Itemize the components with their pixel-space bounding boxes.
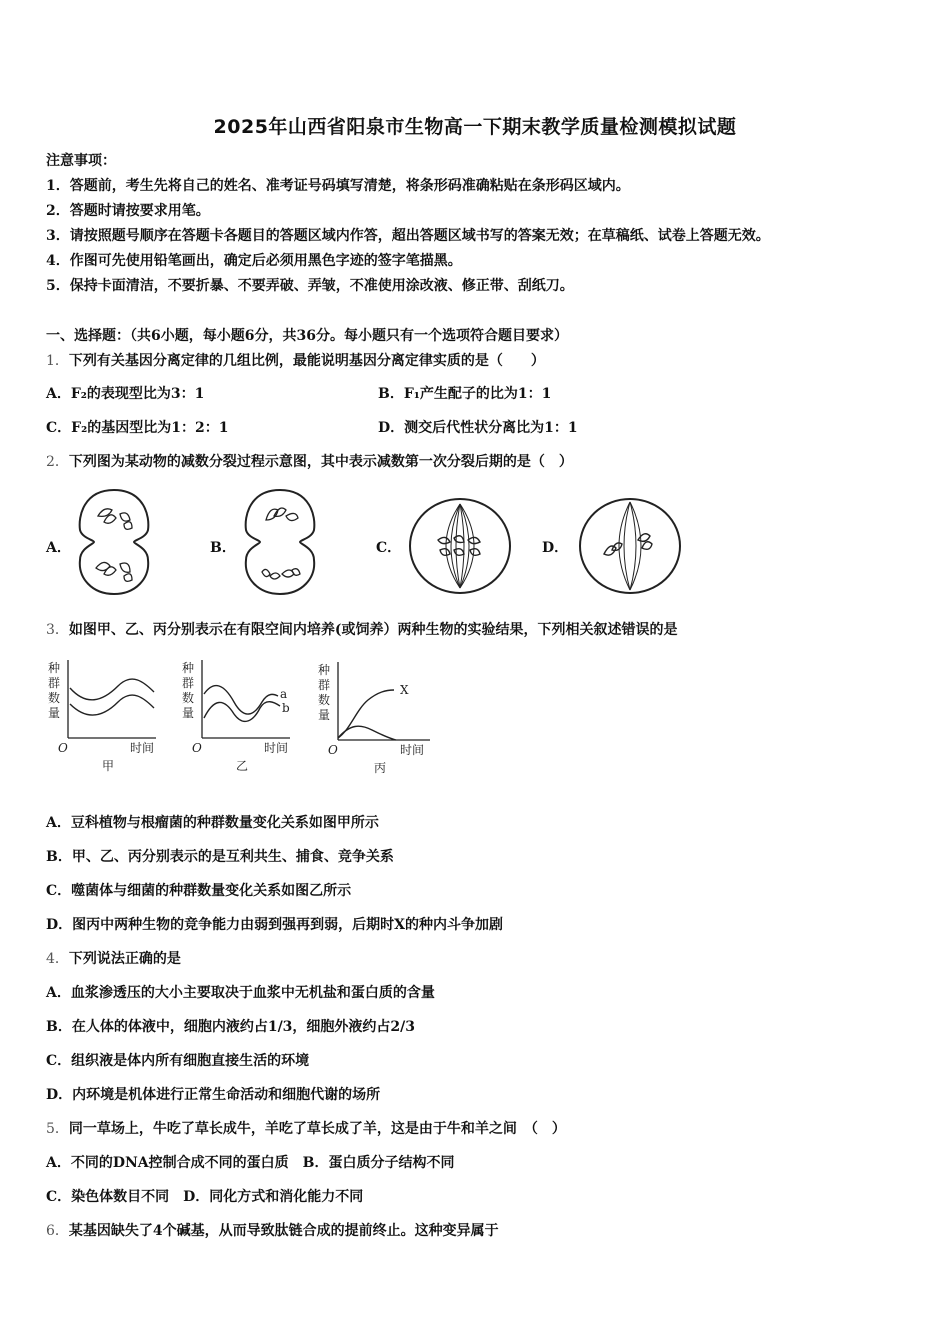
question-number: 6． [46, 1223, 69, 1239]
graph-caption: 甲 [102, 759, 115, 773]
curve-upper [70, 679, 154, 700]
q2-label-a: A． [46, 540, 71, 556]
curve-a [204, 686, 278, 714]
curve-a-label: a [280, 687, 288, 701]
question-stem: 同一草场上，牛吃了草长成牛，羊吃了草长成了羊，这是由于牛和羊之间 （ ） [68, 1121, 566, 1137]
origin-label: O [328, 743, 338, 757]
notice-item-4: 4．作图可先使用铅笔画出，确定后必须用黑色字迹的签字笔描黑。 [46, 253, 462, 269]
y-axis-label-char: 数 [318, 693, 331, 707]
graph-bing [316, 660, 440, 778]
origin-label: O [58, 741, 68, 755]
question-stem: 下列说法正确的是 [68, 951, 181, 967]
cell-diagram-c [408, 496, 512, 596]
notice-item-3: 3．请按照题号顺序在答题卡各题目的答题区域内作答，超出答题区域书写的答案无效；在草稿纸、试卷上答题无效。 [46, 228, 770, 244]
q3-option-c: C．噬菌体与细菌的种群数量变化关系如图乙所示 [46, 883, 352, 899]
curve-b-label: b [282, 701, 290, 715]
notice-item-1: 1．答题前，考生先将自己的姓名、准考证号码填写清楚，将条形码准确粘贴在条形码区域内。 [46, 178, 630, 194]
graph-caption: 丙 [374, 761, 387, 775]
y-axis-label-char: 群 [318, 678, 331, 692]
graph-yi [180, 658, 298, 776]
q1-option-d: D．测交后代性状分离比为1：1 [378, 420, 578, 436]
q3-option-b: B．甲、乙、丙分别表示的是互利共生、捕食、竞争关系 [46, 849, 394, 865]
cell-diagram-b [240, 486, 320, 598]
question-5 [46, 1119, 566, 1139]
question-6 [46, 1221, 499, 1241]
question-2 [46, 452, 573, 472]
y-axis-label-char: 群 [182, 676, 195, 690]
question-number: 3． [46, 622, 69, 638]
y-axis-label-char: 种 [182, 661, 195, 675]
q5-options-ab: A．不同的DNA控制合成不同的蛋白质 B．蛋白质分子结构不同 [46, 1155, 455, 1171]
question-number: 1． [46, 353, 69, 369]
cell-diagram-d [578, 496, 682, 596]
y-axis-label-char: 量 [182, 706, 195, 720]
question-3 [46, 620, 678, 640]
q2-label-d: D． [542, 540, 569, 556]
question-1 [46, 351, 545, 371]
notice-item-2: 2．答题时请按要求用笔。 [46, 203, 210, 219]
question-number: 5． [46, 1121, 69, 1137]
page-title: 2025年山西省阳泉市生物高一下期末教学质量检测模拟试题 [213, 116, 737, 138]
graph-jia [46, 658, 164, 776]
section-heading: 一、选择题：（共6小题，每小题6分，共36分。每小题只有一个选项符合题目要求） [46, 328, 568, 344]
notice-item-5: 5．保持卡面清洁，不要折暴、不要弄破、弄皱，不准使用涂改液、修正带、刮纸刀。 [46, 278, 574, 294]
question-4 [46, 949, 181, 969]
origin-label: O [192, 741, 202, 755]
cell-diagram-a [74, 486, 154, 598]
q2-label-c: C． [376, 540, 402, 556]
q3-option-a: A．豆科植物与根瘤菌的种群数量变化关系如图甲所示 [46, 815, 379, 831]
curve-x-label: X [400, 683, 409, 697]
x-axis-label: 时间 [400, 743, 425, 757]
y-axis-label-char: 种 [48, 661, 61, 675]
q4-option-a: A．血浆渗透压的大小主要取决于血浆中无机盐和蛋白质的含量 [46, 985, 435, 1001]
question-stem: 下列有关基因分离定律的几组比例，最能说明基因分离定律实质的是（ ） [68, 353, 545, 369]
q4-option-d: D．内环境是机体进行正常生命活动和细胞代谢的场所 [46, 1087, 381, 1103]
q1-option-b: B．F₁产生配子的比为1：1 [378, 386, 552, 402]
y-axis-label-char: 数 [48, 691, 61, 705]
notice-heading: 注意事项： [46, 153, 116, 169]
q1-option-a: A．F₂的表现型比为3：1 [46, 386, 205, 402]
q4-option-b: B．在人体的体液中，细胞内液约占1/3，细胞外液约占2/3 [46, 1019, 416, 1035]
question-stem: 下列图为某动物的减数分裂过程示意图，其中表示减数第一次分裂后期的是（ ） [68, 454, 573, 470]
y-axis-label-char: 群 [48, 676, 61, 690]
q5-options-cd: C．染色体数目不同 D．同化方式和消化能力不同 [46, 1189, 364, 1205]
q4-option-c: C．组织液是体内所有细胞直接生活的环境 [46, 1053, 310, 1069]
y-axis-label-char: 量 [48, 706, 61, 720]
y-axis-label-char: 量 [318, 708, 331, 722]
x-axis-label: 时间 [130, 741, 155, 755]
question-number: 2． [46, 454, 69, 470]
y-axis-label-char: 种 [318, 663, 331, 677]
y-axis-label-char: 数 [182, 691, 195, 705]
q3-option-d: D．图丙中两种生物的竞争能力由弱到强再到弱，后期时X的种内斗争加剧 [46, 917, 504, 933]
question-stem: 某基因缺失了4个碱基，从而导致肽链合成的提前终止。这种变异属于 [68, 1223, 499, 1239]
question-stem: 如图甲、乙、丙分别表示在有限空间内培养(或饲养）两种生物的实验结果，下列相关叙述错误的是 [68, 622, 678, 638]
graph-caption: 乙 [236, 759, 249, 773]
q1-option-c: C．F₂的基因型比为1：2：1 [46, 420, 229, 436]
x-axis-label: 时间 [264, 741, 289, 755]
q2-label-b: B． [210, 540, 236, 556]
question-number: 4． [46, 951, 69, 967]
